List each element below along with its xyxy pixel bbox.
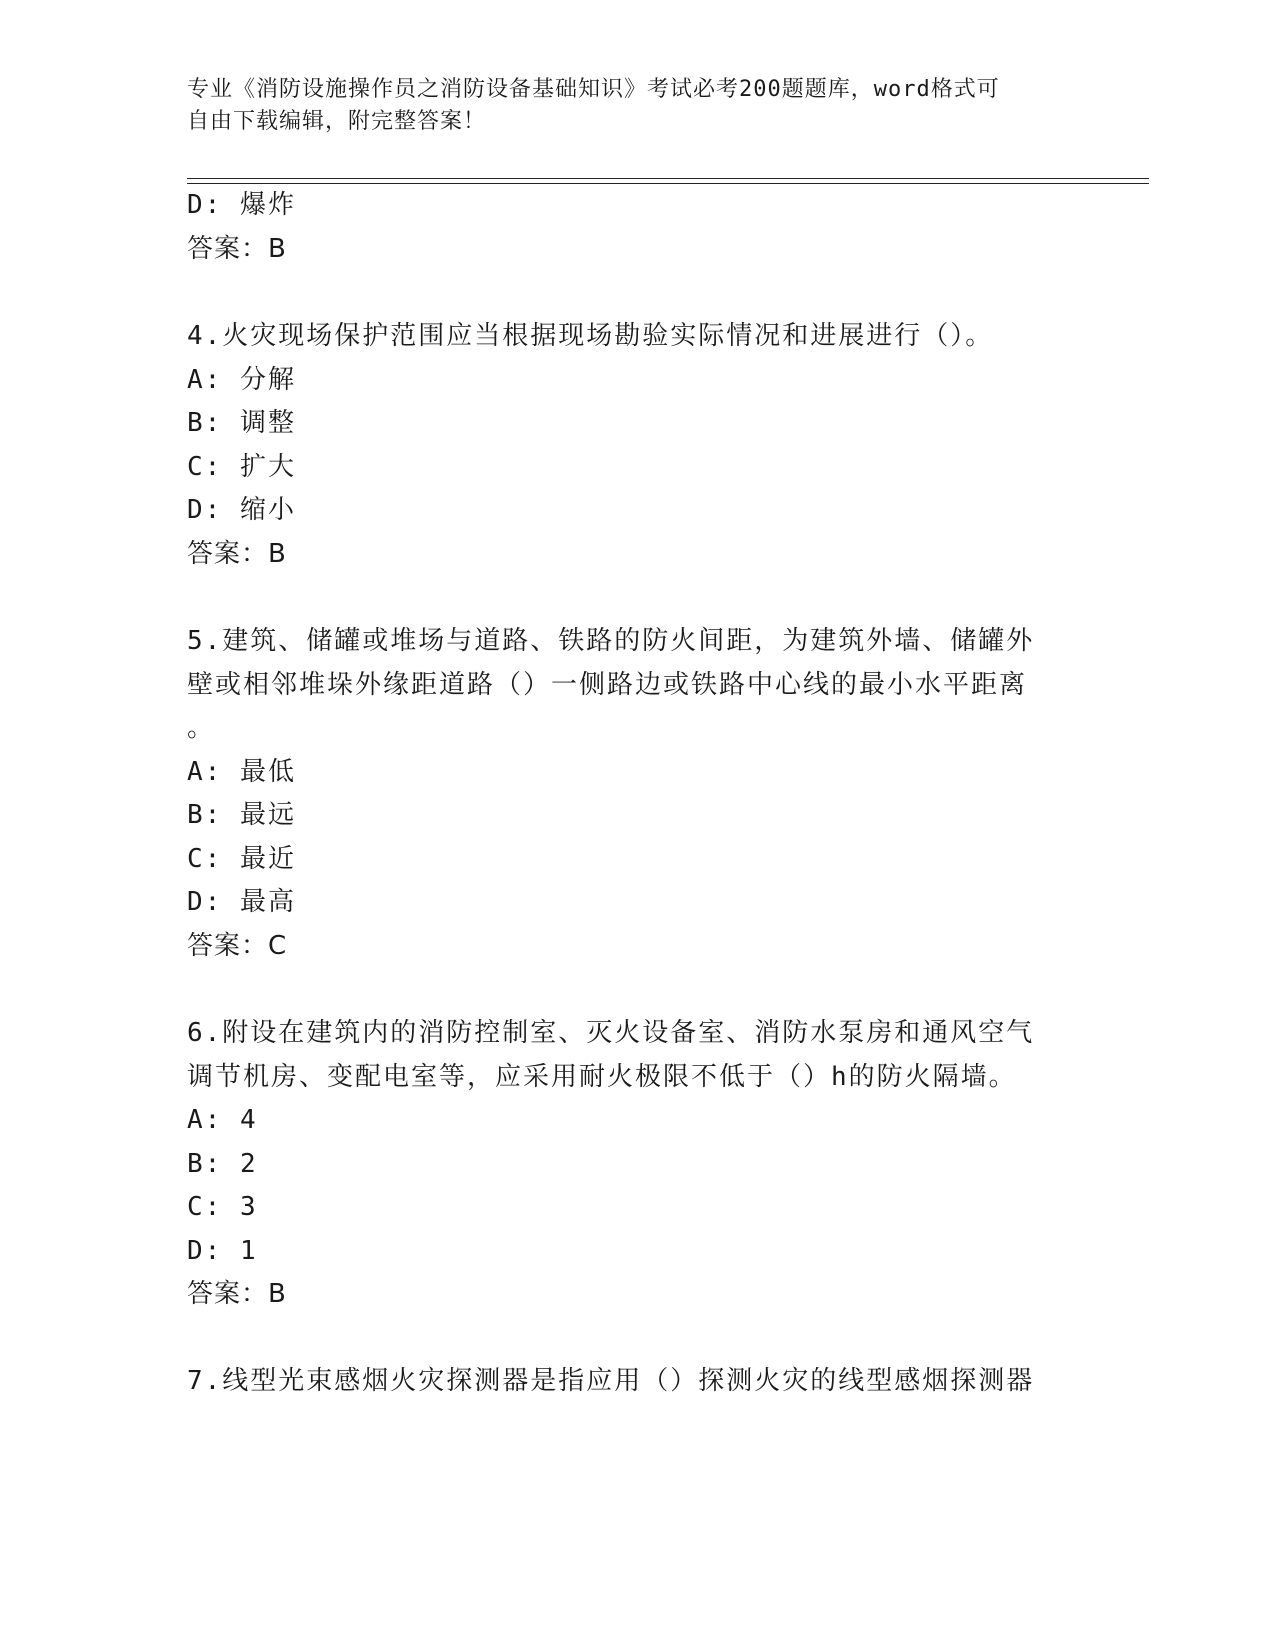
document-header	[187, 74, 1067, 138]
question-stem: 4.火灾现场保护范围应当根据现场勘验实际情况和进展进行（）。	[187, 321, 994, 351]
answer-label: 答案：C	[187, 931, 288, 961]
option-a: A: 4	[187, 1105, 258, 1135]
option-b: B: 最远	[187, 800, 296, 830]
header-divider-bottom	[187, 183, 1149, 184]
option-d: D: 缩小	[187, 495, 296, 525]
question-stem: 5.建筑、储罐或堆场与道路、铁路的防火间距，为建筑外墙、储罐外	[187, 626, 1035, 656]
option-d: D: 爆炸	[187, 190, 296, 220]
answer-label: 答案：B	[187, 1279, 287, 1309]
question-stem: 调节机房、变配电室等，应采用耐火极限不低于（）h的防火隔墙。	[187, 1062, 1017, 1092]
option-c: C: 最近	[187, 844, 296, 874]
option-a: A: 分解	[187, 365, 296, 395]
option-d: D: 最高	[187, 887, 296, 917]
option-d: D: 1	[187, 1236, 258, 1266]
option-c: C: 扩大	[187, 452, 296, 482]
option-b: B: 调整	[187, 408, 296, 438]
answer-label: 答案：B	[187, 234, 287, 264]
option-c: C: 3	[187, 1192, 258, 1222]
option-a: A: 最低	[187, 757, 296, 787]
header-line-2: 自由下载编辑，附完整答案！	[187, 109, 487, 134]
option-b: B: 2	[187, 1149, 258, 1179]
header-divider-top	[187, 178, 1149, 179]
question-stem: 6.附设在建筑内的消防控制室、灭火设备室、消防水泵房和通风空气	[187, 1018, 1035, 1048]
header-line-1: 专业《消防设施操作员之消防设备基础知识》考试必考200题题库，word格式可	[187, 77, 1000, 102]
question-stem: 7.线型光束感烟火灾探测器是指应用（）探测火灾的线型感烟探测器	[187, 1366, 1035, 1396]
question-stem: 壁或相邻堆垛外缘距道路（）一侧路边或铁路中心线的最小水平距离	[187, 670, 1028, 700]
answer-label: 答案：B	[187, 539, 287, 569]
question-stem: 。	[187, 713, 216, 743]
